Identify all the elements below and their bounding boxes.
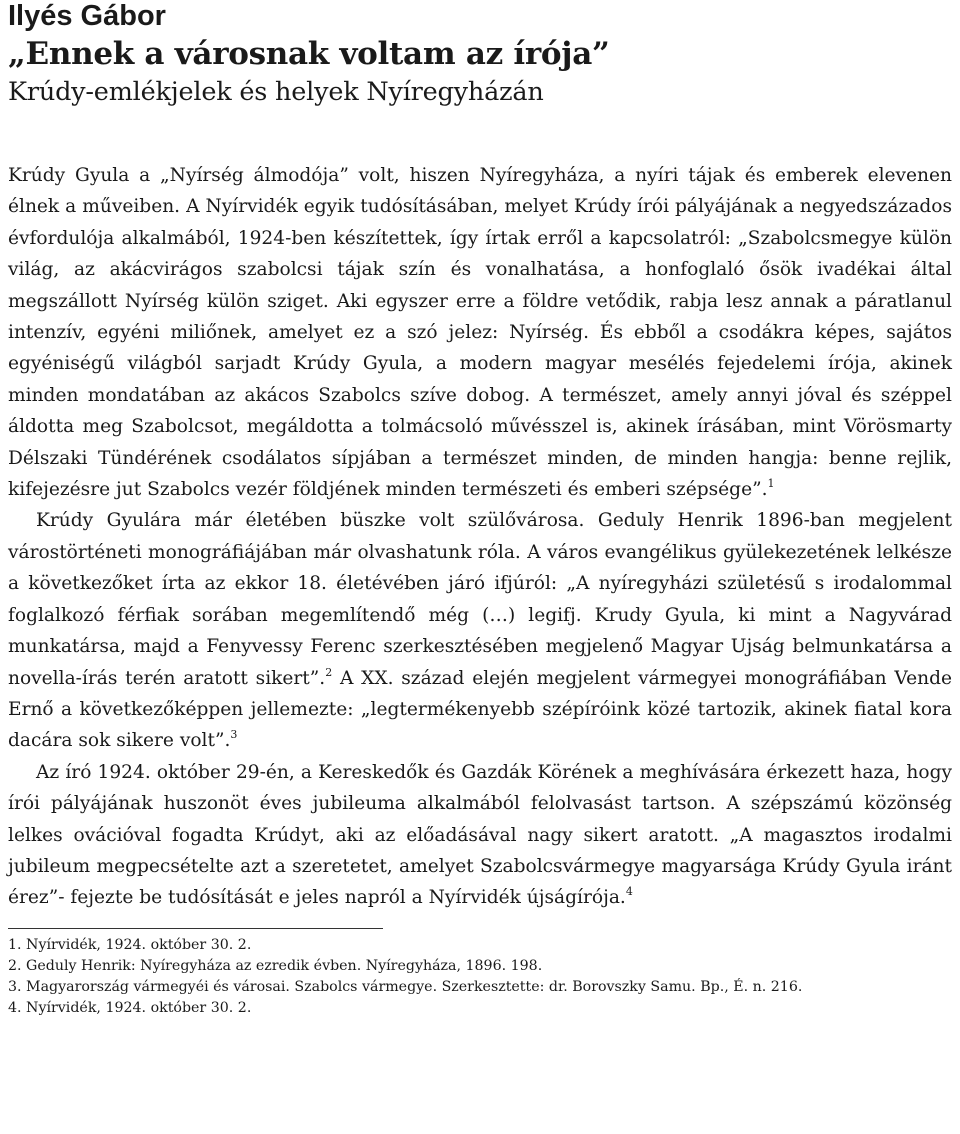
- footnote-ref-3: 3: [230, 728, 238, 742]
- footnote-ref-4: 4: [625, 885, 633, 899]
- footnote-ref-1: 1: [767, 477, 775, 491]
- footnote-item: 4. Nyírvidék, 1924. október 30. 2.: [8, 1000, 252, 1017]
- footnotes: [8, 935, 952, 1020]
- article-subtitle: Krúdy-emlékjelek és helyek Nyíregyházán: [8, 77, 544, 107]
- article-title: „Ennek a városnak voltam az írója”: [8, 36, 610, 72]
- article-body: [8, 160, 952, 914]
- paragraph-2: [8, 505, 952, 756]
- paragraph-3: [8, 757, 952, 914]
- paragraph-text: Az író 1924. október 29-én, a Kereskedők és Gazdák Körének a meghívására érkezett haza, hogy írói pályájának huszonöt éves jubileuma alkalmából felolvasást tartson. A szépszámú közönség lelkes ovációval fogadta Krúdyt, aki az előadásával nagy sikert aratott. „A magasztos irodalmi jubileum megpecsételte azt a szeretetet, amelyet Szabolcsvármegye magyarsága Krúdy Gyula iránt érez”- fejezte be tudósítását e jeles napról a Nyírvidék újságírója.: [8, 761, 952, 909]
- author-name: Ilyés Gábor: [8, 0, 166, 32]
- paragraph-text: Krúdy Gyulára már életében büszke volt szülővárosa. Geduly Henrik 1896-ban megjelent várostörténeti monográfiájában már olvashatunk róla. A város evangélikus gyülekezetének lelkésze a következőket írta az ekkor 18. életévében járó ifjúról: „A nyíregyházi születésű s irodalommal foglalkozó férfiak sorában megemlítendő még (…) legifj. Krudy Gyula, ki mint a Nagyvárad munkatársa, majd a Fenyvessy Ferenc szerkesztésében megjelenő Magyar Ujság belmunkatársa a novella-írás terén aratott sikert”.: [8, 510, 952, 689]
- footnote-item: 1. Nyírvidék, 1924. október 30. 2.: [8, 936, 252, 953]
- paragraph-text: Krúdy Gyula a „Nyírség álmodója” volt, hiszen Nyíregyháza, a nyíri tájak és emberek elevenen élnek a műveiben. A Nyírvidék egyik tudósításában, melyet Krúdy írói pályájának a negyedszázados évfordulója alkalmából, 1924-ben készítettek, így írtak erről a kapcsolatról: „Szabolcsmegye külön világ, az akácvirágos szabolcsi tájak szín és vonalhatása, a honfoglaló ősök ivadékai által megszállott Nyírség külön sziget. Aki egyszer erre a földre vetődik, rabja lesz annak a páratlanul intenzív, egyéni miliőnek, amelyet ez a szó jelez: Nyírség. És ebből a csodákra képes, sajátos egyéniségű világból sarjadt Krúdy Gyula, a modern magyar mesélés fejedelemi írója, akinek minden mondatában az akácos Szabolcs szíve dobog. A természet, amely annyi jóval és széppel áldotta meg Szabolcsot, megáldotta a tolmácsoló művésszel is, akinek írásában, mint Vörösmarty Délszaki Tündérének csodálatos sípjában a természet minden, de minden hangja: benne rejlik, kifejezésre jut Szabolcs vezér földjének minden természeti és emberi szépsége”.: [8, 165, 952, 501]
- footnote-ref-2: 2: [325, 665, 333, 679]
- paragraph-1: [8, 160, 952, 505]
- footnote-item: 3. Magyarország vármegyéi és városai. Szabolcs vármegye. Szerkesztette: dr. Borovszky Samu. Bp., É. n. 216.: [8, 979, 803, 996]
- footnote-item: 2. Geduly Henrik: Nyíregyháza az ezredik évben. Nyíregyháza, 1896. 198.: [8, 957, 543, 974]
- footnote-separator: [8, 928, 383, 929]
- document-page: [8, 0, 952, 1020]
- paragraph-text-continued: A XX. század elején megjelent vármegyei monográfiában Vende Ernő a következőképpen jellemezte: „legtermékenyebb szépíróink közé tartozik, akinek fiatal kora dacára sok sikere volt”.: [8, 667, 953, 752]
